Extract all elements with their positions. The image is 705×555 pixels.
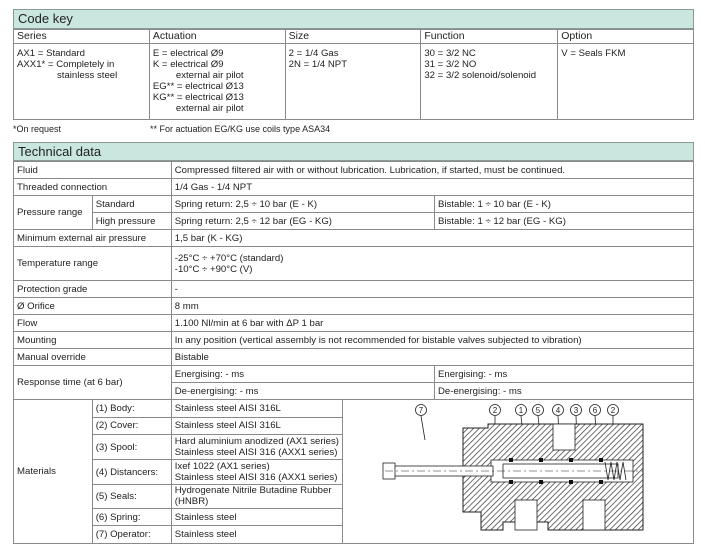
energising-2: Energising: - ms (434, 366, 693, 383)
callout-label-3: 3 (573, 406, 579, 415)
material-value: Ixef 1022 (AX1 series) Stainless steel AISI 316 (AXX1 series) (171, 460, 342, 485)
note-coils: ** For actuation EG/KG use coils type ASA34 (150, 124, 331, 134)
material-part: (6) Spring: (92, 508, 171, 526)
material-part: (2) Cover: (92, 417, 171, 435)
high-bistable: Bistable: 1 ÷ 12 bar (EG - KG) (434, 213, 693, 230)
standard-label: Standard (92, 196, 171, 213)
header-option: Option (558, 30, 694, 44)
mounting-label: Mounting (14, 332, 172, 349)
size-cell: 2 = 1/4 Gas 2N = 1/4 NPT (285, 44, 421, 120)
flow-label: Flow (14, 315, 172, 332)
note-on-request: *On request (13, 124, 62, 134)
mounting-value: In any position (vertical assembly is not recommended for bistable valves subjected to vibration) (171, 332, 693, 349)
code-key-title: Code key (13, 9, 694, 29)
pressure-label: Pressure range (14, 196, 93, 230)
actuation-cell: E = electrical Ø9 K = electrical Ø9 external air pilot EG** = electrical Ø13 KG** = electrical Ø13 external air pilot (149, 44, 285, 120)
min-air-value: 1,5 bar (K - KG) (171, 230, 693, 247)
callout-label-2b: 2 (610, 406, 616, 415)
code-key-table (13, 29, 694, 120)
min-air-label: Minimum external air pressure (14, 230, 172, 247)
valve-cross-section-diagram (343, 400, 693, 540)
materials-label: Materials (14, 400, 93, 544)
valve-diagram-cell (342, 400, 693, 544)
callout-leader-7 (421, 416, 425, 440)
material-part: (7) Operator: (92, 526, 171, 544)
header-function: Function (421, 30, 558, 44)
fluid-value: Compressed filtered air with or without lubrication. Lubrication, if started, must be continued. (171, 162, 693, 179)
standard-bistable: Bistable: 1 ÷ 10 bar (E - K) (434, 196, 693, 213)
header-series: Series (14, 30, 150, 44)
option-cell: V = Seals FKM (558, 44, 694, 120)
material-part: (4) Distancers: (92, 460, 171, 485)
material-value: Hydrogenate Nitrile Butadine Rubber (HNBR) (171, 484, 342, 508)
callout-label-5: 5 (535, 406, 541, 415)
header-size: Size (285, 30, 421, 44)
technical-data-title: Technical data (13, 142, 694, 161)
callout-label-4: 4 (555, 406, 561, 415)
high-spring: Spring return: 2,5 ÷ 12 bar (EG - KG) (171, 213, 434, 230)
material-part: (5) Seals: (92, 484, 171, 508)
orifice-value: 8 mm (171, 298, 693, 315)
function-cell: 30 = 3/2 NC 31 = 3/2 NO 32 = 3/2 solenoid/solenoid (421, 44, 558, 120)
protection-value: - (171, 281, 693, 298)
material-value: Stainless steel (171, 526, 342, 544)
deenergising-1: De-energising: - ms (171, 383, 434, 400)
orifice-label: Ø Orifice (14, 298, 172, 315)
high-label: High pressure (92, 213, 171, 230)
protection-label: Protection grade (14, 281, 172, 298)
callout-label-7: 7 (418, 406, 424, 415)
material-value: Stainless steel (171, 508, 342, 526)
callout-label-6: 6 (592, 406, 598, 415)
flow-value: 1.100 Nl/min at 6 bar with ΔP 1 bar (171, 315, 693, 332)
thread-value: 1/4 Gas - 1/4 NPT (171, 179, 693, 196)
response-label: Response time (at 6 bar) (14, 366, 172, 400)
thread-label: Threaded connection (14, 179, 172, 196)
material-value: Hard aluminium anodized (AX1 series) Stainless steel AISI 316 (AXX1 series) (171, 435, 342, 460)
temp-value: -25°C ÷ +70°C (standard) -10°C ÷ +90°C (V) (171, 247, 693, 281)
manual-value: Bistable (171, 349, 693, 366)
header-actuation: Actuation (149, 30, 285, 44)
material-value: Stainless steel AISI 316L (171, 400, 342, 418)
temp-label: Temperature range (14, 247, 172, 281)
series-cell: AX1 = Standard AXX1* = Completely in stainless steel (14, 44, 150, 120)
deenergising-2: De-energising: - ms (434, 383, 693, 400)
material-part: (1) Body: (92, 400, 171, 418)
material-part: (3) Spool: (92, 435, 171, 460)
material-value: Stainless steel AISI 316L (171, 417, 342, 435)
technical-data-table (13, 161, 694, 544)
callout-label-2a: 2 (492, 406, 498, 415)
callout-label-1: 1 (518, 406, 524, 415)
fluid-label: Fluid (14, 162, 172, 179)
manual-label: Manual override (14, 349, 172, 366)
standard-spring: Spring return: 2,5 ÷ 10 bar (E - K) (171, 196, 434, 213)
energising-1: Energising: - ms (171, 366, 434, 383)
